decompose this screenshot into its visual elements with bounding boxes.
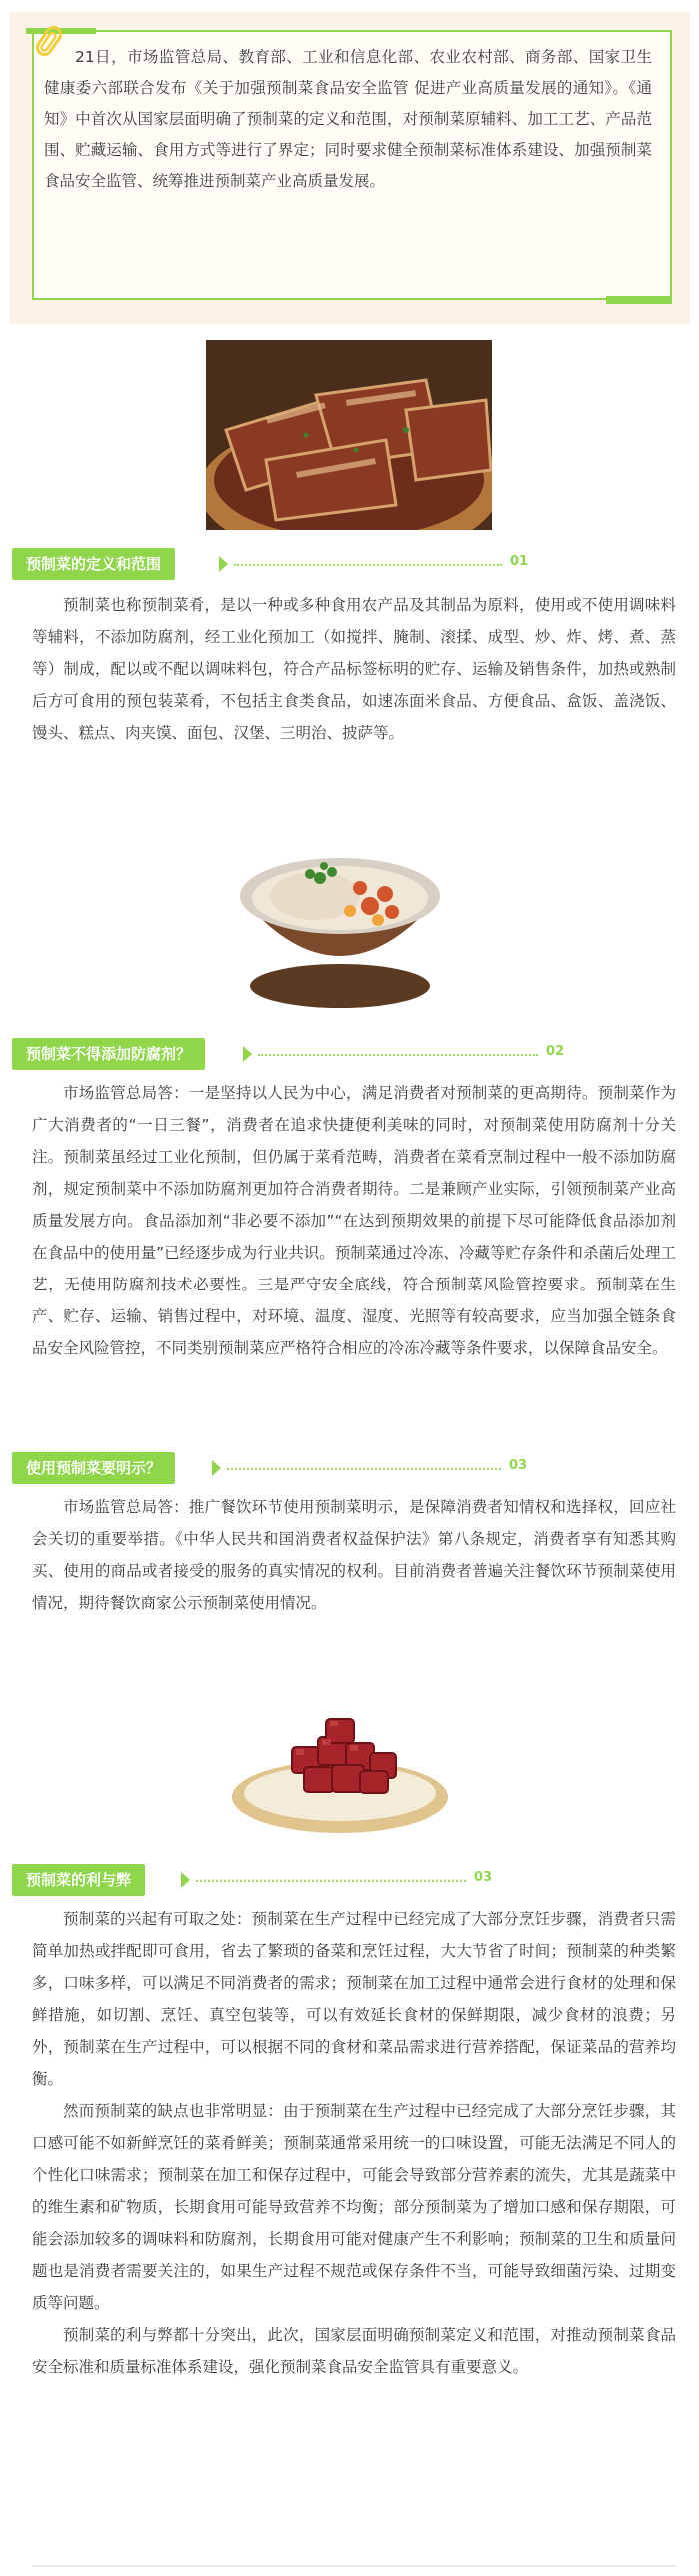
section-title: 预制菜不得添加防腐剂？ (12, 1038, 205, 1070)
paragraph: 市场监管总局答：推广餐饮环节使用预制菜明示，是保障消费者知情权和选择权，回应社会关切的重要举措。《中华人民共和国消费者权益保护法》第八条规定，消费者享有知悉其购买、使用的商品或者接受的服务的真实情况的权利。目前消费者普遍关注餐饮环节预制菜使用情况，期待餐饮商家公示预制菜使用情况。 (32, 1498, 676, 1612)
paragraph: 然而预制菜的缺点也非常明显：由于预制菜在生产过程中已经完成了大部分烹饪步骤，其口感可能不如新鲜烹饪的菜肴鲜美；预制菜通常采用统一的口味设置，可能无法满足不同人的个性化口味需求；预制菜在加工和保存过程中，可能会导致部分营养素的流失，尤其是蔬菜中的维生素和矿物质，长期食用可能导致营养不均衡；部分预制菜为了增加口感和保存期限，可能会添加较多的调味料和防腐剂，长期食用可能对健康产生不利影响；预制菜的卫生和质量问题也是消费者需要关注的，如果生产过程不规范或保存条件不当，可能导致细菌污染、过期变质等问题。 (32, 2102, 676, 2312)
paragraph: 预制菜的兴起有可取之处：预制菜在生产过程中已经完成了大部分烹饪步骤，消费者只需简单加热或拌配即可食用，省去了繁琐的备菜和烹饪过程，大大节省了时间；预制菜的种类繁多，口味多样，可以满足不同消费者的需求；预制菜在加工过程中通常会进行食材的处理和保鲜措施，如切割、烹饪、真空包装等，可以有效延长食材的保鲜期限，减少食材的浪费；另外，预制菜在生产过程中，可以根据不同的食材和菜品需求进行营养搭配，保证菜品的营养均衡。 (32, 1910, 676, 2088)
section-arrow-icon (219, 556, 228, 572)
rice-bowl-image (220, 816, 460, 1016)
section-number: 03 (509, 1458, 528, 1473)
paragraph: 预制菜也称预制菜肴，是以一种或多种食用农产品及其制品为原料，使用或不使用调味料等辅料，不添加防腐剂，经工业化预加工（如搅拌、腌制、滚揉、成型、炒、炸、烤、煮、蒸等）制成，配以或不配以调味料包，符合产品标签标明的贮存、运输及销售条件，加热或熟制后方可食用的预包装菜肴，不包括主食类食品，如速冻面米食品、方便食品、盒饭、盖浇饭、馒头、糕点、肉夹馍、面包、汉堡、三明治、披萨等。 (32, 596, 676, 742)
section-divider (227, 1468, 501, 1470)
section-title: 使用预制菜要明示？ (12, 1452, 175, 1484)
paragraph: 市场监管总局答：一是坚持以人民为中心，满足消费者对预制菜的更高期待。预制菜作为广大消费者的“一日三餐”，消费者在追求快捷便利美味的同时，对预制菜使用防腐剂十分关注。预制菜虽经过工业化预制，但仍属于菜肴范畴，消费者在菜肴烹制过程中一般不添加防腐剂，规定预制菜中不添加防腐剂更加符合消费者期待。二是兼顾产业实际，引领预制菜产业高质量发展方向。食品添加剂“非必要不添加”“在达到预期效果的前提下尽可能降低食品添加剂在食品中的使用量”已经逐步成为行业共识。预制菜通过冷冻、冷藏等贮存条件和杀菌后处理工艺，无使用防腐剂技术必要性。三是严守安全底线，符合预制菜风险管控要求。预制菜在生产、贮存、运输、销售过程中，对环境、温度、湿度、光照等有较高要求，应当加强全链条食品安全风险管控，不同类别预制菜应严格符合相应的冷冻冷藏等条件要求，以保障食品安全。 (32, 1084, 676, 1357)
section-number: 02 (546, 1044, 565, 1059)
section-arrow-icon (212, 1460, 221, 1476)
section-header-pros-cons (12, 1861, 678, 1899)
section-body-definition (32, 589, 676, 749)
intro-accent-bar-bottom (606, 296, 672, 304)
braised-pork-image (206, 340, 492, 530)
section-divider (196, 1880, 466, 1882)
section-number: 03 (474, 1870, 493, 1885)
section-body-pros-cons (32, 1903, 676, 2383)
section-title: 预制菜的定义和范围 (12, 548, 175, 580)
section-title: 预制菜的利与弊 (12, 1864, 145, 1896)
intro-paragraph: 21日，市场监管总局、教育部、工业和信息化部、农业农村部、商务部、国家卫生健康委六部联合发布《关于加强预制菜食品安全监管 促进产业高质量发展的通知》。《通知》中首次从国家层面明确了预制菜的定义和范围，对预制菜原辅料、加工工艺、产品范围、贮藏运输、食用方式等进行了界定；同时要求健全预制菜标准体系建设、加强预制菜食品安全监管、统筹推进预制菜产业高质量发展。 (44, 48, 652, 190)
section-number: 01 (510, 554, 529, 569)
section-header-disclosure (12, 1449, 678, 1487)
section-arrow-icon (181, 1872, 190, 1888)
meat-plate-image (230, 1679, 450, 1839)
section-divider (258, 1054, 538, 1056)
paragraph: 预制菜的利与弊都十分突出，此次，国家层面明确预制菜定义和范围，对推动预制菜食品安全标准和质量标准体系建设，强化预制菜食品安全监管具有重要意义。 (32, 2326, 676, 2376)
bottom-divider (32, 2565, 676, 2567)
section-arrow-icon (243, 1046, 252, 1062)
section-header-preservatives (12, 1035, 678, 1073)
section-divider (234, 564, 502, 566)
section-header-definition (12, 545, 678, 583)
section-body-preservatives (32, 1077, 676, 1364)
section-body-disclosure (32, 1491, 676, 1619)
